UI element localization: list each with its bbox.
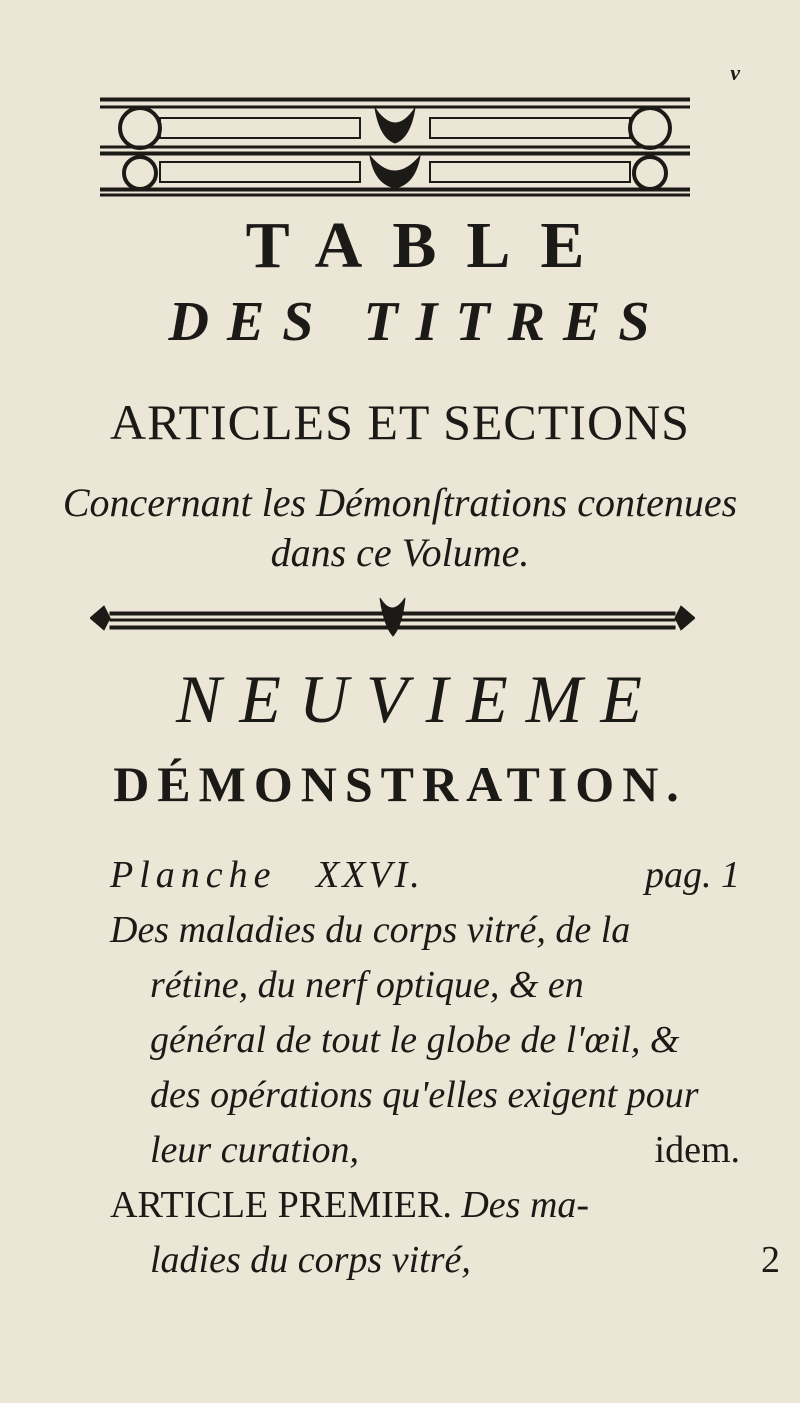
desc-line: des opérations qu'elles exigent pour [150, 1074, 699, 1116]
article-entry [110, 1178, 740, 1233]
intro-line-2: dans ce Volume. [270, 530, 530, 575]
article-page: 2 [761, 1239, 780, 1281]
table-title: TABLE [245, 209, 615, 282]
section-heading: ARTICLES ET SECTIONS [110, 394, 690, 450]
desc-line: leur curation, [150, 1129, 359, 1171]
desc-page: idem. [654, 1129, 740, 1171]
divider-ornament [90, 592, 695, 640]
planche-entry [110, 848, 740, 903]
desc-line: Des maladies du corps vitré, de la [110, 909, 631, 951]
intro-text [0, 478, 800, 578]
subtitle: DES TITRES [168, 291, 668, 353]
planche-description [110, 903, 740, 1178]
signature-mark: v [730, 60, 740, 85]
demonstration-heading: DÉMONSTRATION. [113, 756, 687, 812]
planche-number: XXVI. [316, 854, 423, 896]
article-entry-continued [110, 1233, 780, 1288]
article-topic-continued: ladies du corps vitré, [150, 1239, 471, 1281]
planche-label: Planche [110, 854, 277, 896]
top-ornament-band [100, 88, 690, 203]
desc-line: général de tout le globe de l'œil, & [150, 1019, 680, 1061]
intro-line-1: Concernant les Démonſtrations contenues [62, 480, 738, 525]
desc-line: rétine, du nerf optique, & en [150, 964, 584, 1006]
planche-page: pag. 1 [645, 854, 740, 896]
article-title: ARTICLE PREMIER. [110, 1184, 452, 1226]
ordinal-heading: NEUVIEME [176, 661, 660, 737]
article-topic: Des ma- [461, 1184, 590, 1226]
